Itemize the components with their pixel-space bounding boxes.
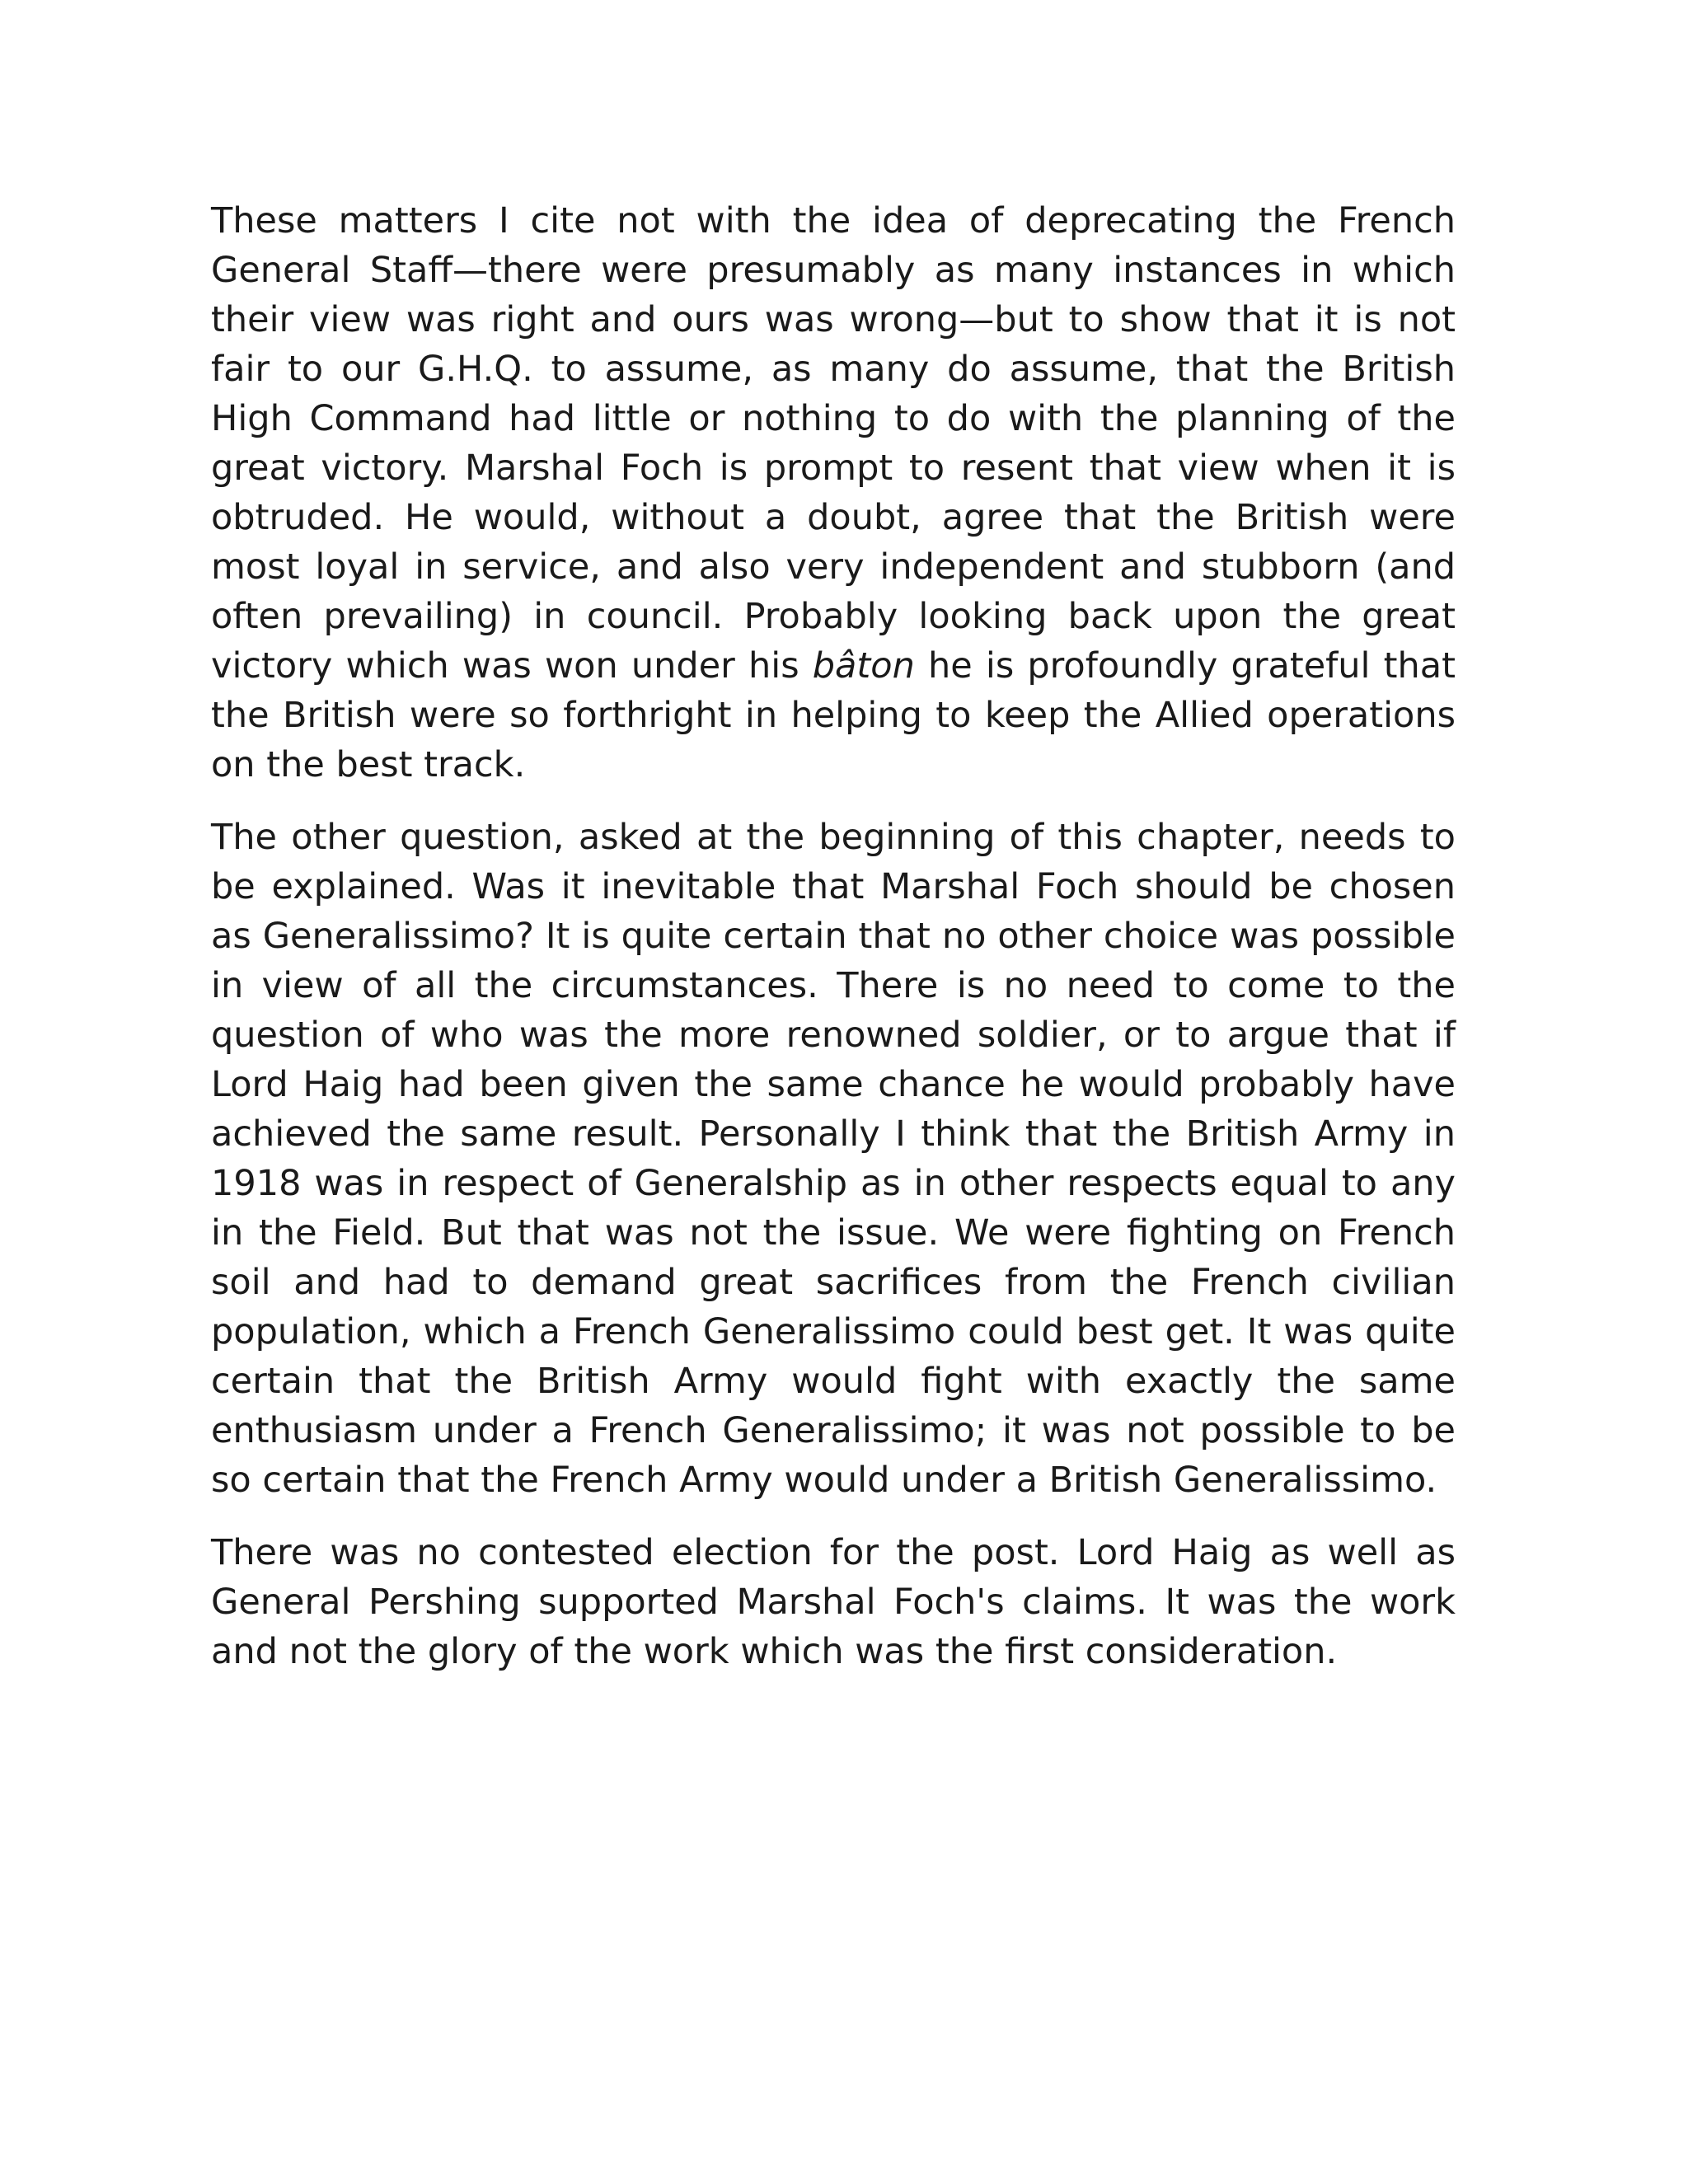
paragraph-1	[211, 196, 1456, 790]
paragraph-1-italic-baton: bâton	[812, 645, 915, 687]
paragraph-2: The other question, asked at the beginning of this chapter, needs to be explained. Was it inevitable that Marshal Foch should be chosen as Generalissimo? It is quite certain that no other choice was possible in view of all the circumstances. There is no need to come to the question of who was the more renowned soldier, or to argue that if Lord Haig had been given the same chance he would probably have achieved the same result. Personally I think that the British Army in 1918 was in respect of Generalship as in other respects equal to any in the Field. But that was not the issue. We were fighting on French soil and had to demand great sacrifices from the French civilian population, which a French Generalissimo could best get. It was quite certain that the British Army would fight with exactly the same enthusiasm under a French Generalissimo; it was not possible to be so certain that the French Army would under a British Generalissimo.	[211, 817, 1456, 1501]
paragraph-1-text-a: These matters I cite not with the idea of deprecating the French General Staff—there were presumably as many instances in which their view was right and ours was wrong—but to show that it is not fair to our G.H.Q. to assume, as many do assume, that the British High Command had little or nothing to do with the planning of the great victory. Marshal Foch is prompt to resent that view when it is obtruded. He would, without a doubt, agree that the British were most loyal in service, and also very independent and stubborn (and often prevailing) in council. Probably looking back upon the great victory which was won under his	[211, 200, 1456, 687]
paragraph-1-text-b: he is profoundly grateful that the British were so forthright in helping to keep the Allied operations on the best track.	[211, 645, 1456, 785]
body-text	[211, 196, 1456, 1699]
paragraph-3: There was no contested election for the post. Lord Haig as well as General Pershing supported Marshal Foch's claims. It was the work and not the glory of the work which was the first consideration.	[211, 1532, 1456, 1672]
